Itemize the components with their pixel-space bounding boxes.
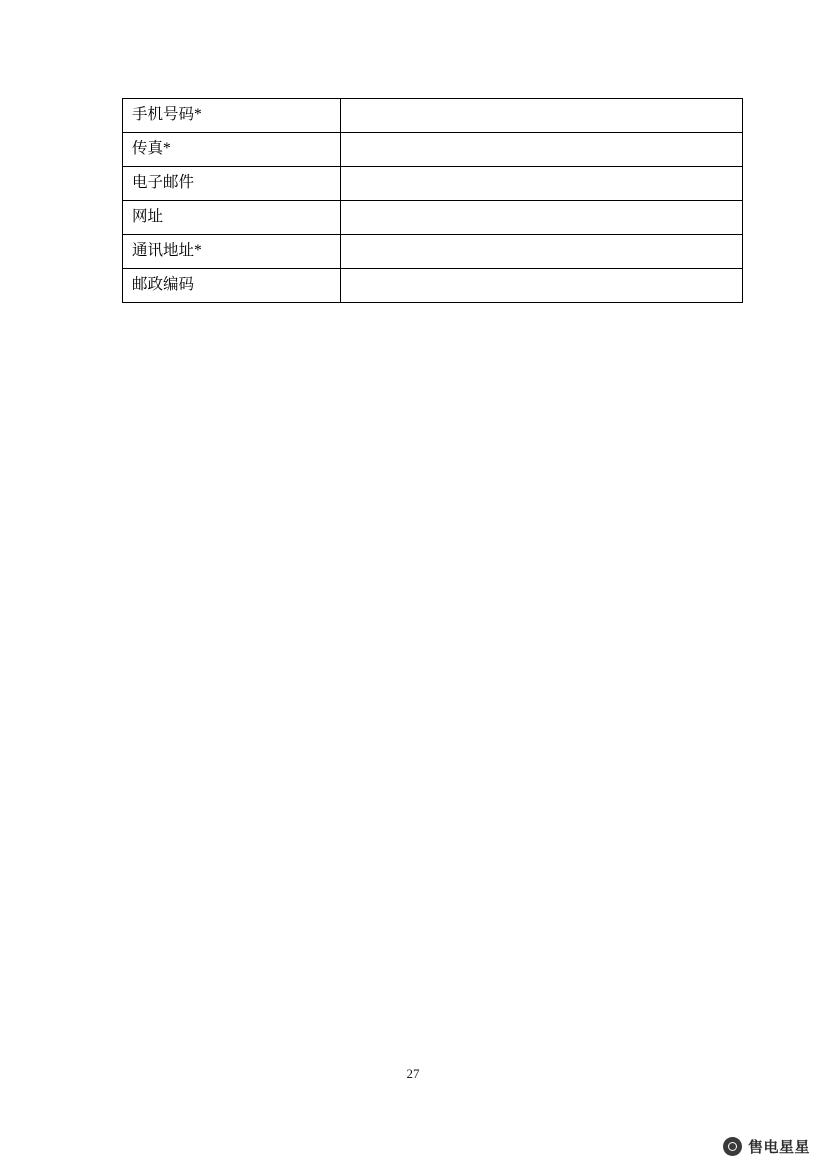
table-body bbox=[123, 99, 743, 303]
row-value-website[interactable] bbox=[341, 201, 743, 235]
row-label-mobile: 手机号码* bbox=[123, 99, 341, 133]
page-number: 27 bbox=[406, 1066, 420, 1081]
row-value-email[interactable] bbox=[341, 167, 743, 201]
row-label-website: 网址 bbox=[123, 201, 341, 235]
row-value-fax[interactable] bbox=[341, 133, 743, 167]
table-row bbox=[123, 133, 743, 167]
row-label-fax: 传真* bbox=[123, 133, 341, 167]
row-label-address: 通讯地址* bbox=[123, 235, 341, 269]
row-value-mobile[interactable] bbox=[341, 99, 743, 133]
row-label-postcode: 邮政编码 bbox=[123, 269, 341, 303]
row-label-email: 电子邮件 bbox=[123, 167, 341, 201]
watermark bbox=[723, 1136, 810, 1157]
table-row bbox=[123, 201, 743, 235]
table-row bbox=[123, 167, 743, 201]
table-row bbox=[123, 269, 743, 303]
table-row bbox=[123, 235, 743, 269]
row-value-postcode[interactable] bbox=[341, 269, 743, 303]
row-value-address[interactable] bbox=[341, 235, 743, 269]
watermark-label: 售电星星 bbox=[747, 1139, 810, 1156]
contact-info-table bbox=[122, 98, 743, 303]
table-row bbox=[123, 99, 743, 133]
circle-logo-icon bbox=[723, 1137, 742, 1156]
